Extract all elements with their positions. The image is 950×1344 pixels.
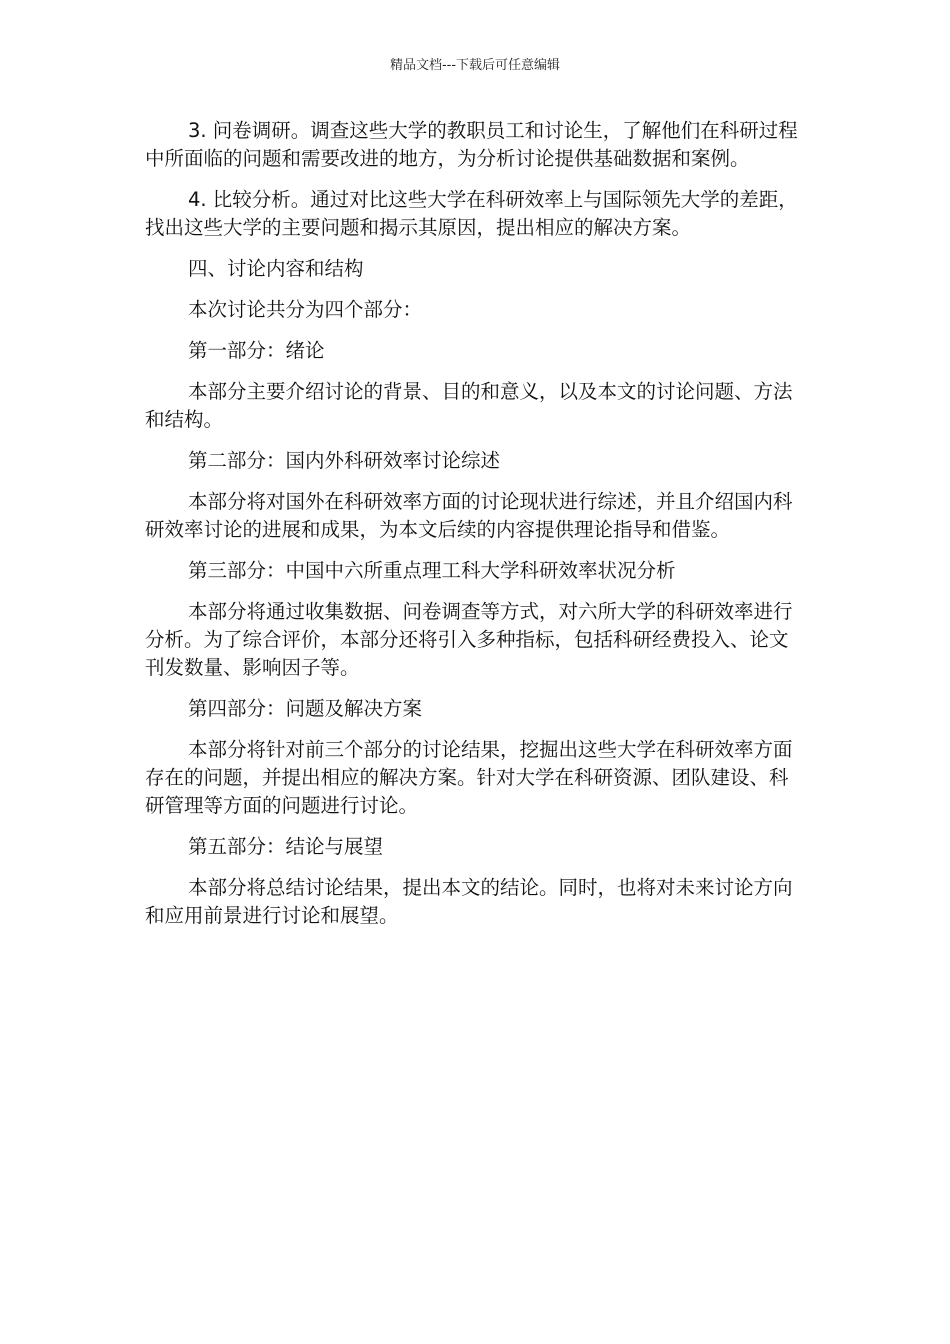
page-header: 精品文档---下载后可任意编辑 <box>389 58 561 73</box>
part-body-1: 本部分主要介绍讨论的背景、目的和意义，以及本文的讨论问题、方法和结构。 <box>145 380 793 431</box>
paragraph-intro-parts: 本次讨论共分为四个部分： <box>188 298 423 321</box>
part-heading-1: 第一部分：绪论 <box>188 339 325 362</box>
part-heading-2: 第二部分：国内外科研效率讨论综述 <box>188 449 501 472</box>
part-body-5: 本部分将总结讨论结果，提出本文的结论。同时，也将对未来讨论方向和应用前景进行讨论和展望。 <box>145 876 793 927</box>
section-heading-content-structure: 四、讨论内容和结构 <box>188 257 364 280</box>
paragraph-comparison: 4. 比较分析。通过对比这些大学在科研效率上与国际领先大学的差距，找出这些大学的主要问题和揭示其原因，提出相应的解决方案。 <box>145 188 798 239</box>
part-heading-5: 第五部分：结论与展望 <box>188 835 384 858</box>
part-heading-3: 第三部分：中国中六所重点理工科大学科研效率状况分析 <box>188 559 676 582</box>
document-body <box>145 117 805 943</box>
part-body-4: 本部分将针对前三个部分的讨论结果，挖掘出这些大学在科研效率方面存在的问题，并提出相应的解决方案。针对大学在科研资源、团队建设、科研管理等方面的问题进行讨论。 <box>145 738 793 817</box>
part-body-3: 本部分将通过收集数据、问卷调查等方式，对六所大学的科研效率进行分析。为了综合评价，本部分还将引入多种指标，包括科研经费投入、论文刊发数量、影响因子等。 <box>145 600 793 679</box>
paragraph-survey: 3. 问卷调研。调查这些大学的教职员工和讨论生，了解他们在科研过程中所面临的问题和需要改进的地方，为分析讨论提供基础数据和案例。 <box>145 119 798 170</box>
part-heading-4: 第四部分：问题及解决方案 <box>188 697 423 720</box>
part-body-2: 本部分将对国外在科研效率方面的讨论现状进行综述，并且介绍国内科研效率讨论的进展和成果，为本文后续的内容提供理论指导和借鉴。 <box>145 490 793 541</box>
